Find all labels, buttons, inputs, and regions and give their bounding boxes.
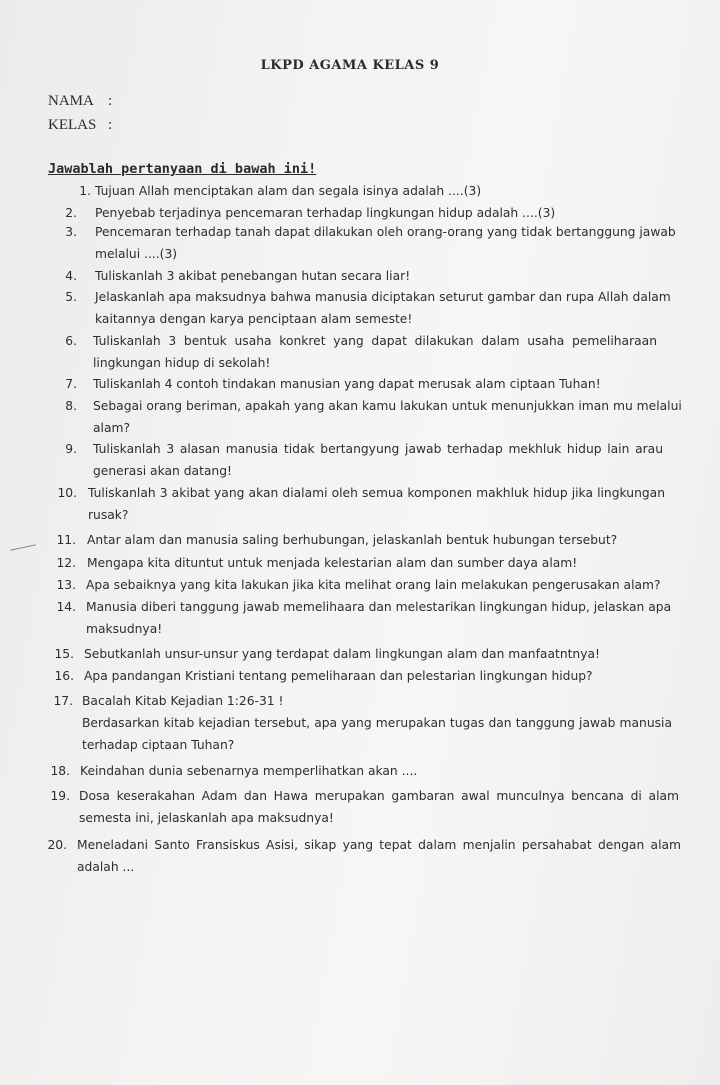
question-line: Tuliskanlah 3 alasan manusia tidak bertangyung jawab terhadap mekhluk hidup lain arau	[93, 442, 663, 456]
question-text	[93, 438, 663, 482]
question-line: Dosa keserakahan Adam dan Hawa merupakan gambaran awal munculnya bencana di alam	[79, 789, 679, 803]
question-text	[84, 643, 600, 665]
question-line: Jelaskanlah apa maksudnya bahwa manusia diciptakan seturut gambar dan rupa Allah dalam	[95, 290, 671, 304]
question-line: semesta ini, jelaskanlah apa maksudnya!	[79, 811, 334, 825]
class-field	[48, 117, 112, 134]
question-line: Manusia diberi tanggung jawab memelihaara dan melestarikan lingkungan hidup, jelaskan apa	[86, 600, 672, 614]
question-line: maksudnya!	[86, 622, 163, 636]
question-text	[93, 395, 682, 439]
class-label: KELAS	[48, 117, 97, 133]
question-line: rusak?	[88, 508, 129, 522]
question-number: 10.	[57, 486, 77, 500]
name-label: NAMA	[48, 93, 94, 109]
question-line: lingkungan hidup di sekolah!	[93, 356, 271, 370]
question-line: Berdasarkan kitab kejadian tersebut, apa yang merupakan tugas dan tanggung jawab manusia	[82, 716, 672, 730]
instruction-heading: Jawablah pertanyaan di bawah ini!	[48, 161, 317, 177]
question-number: 19.	[50, 789, 70, 803]
question-number: 3.	[65, 225, 77, 239]
question-number: 8.	[65, 399, 77, 413]
question-number: 18.	[50, 764, 70, 778]
question-line: alam?	[93, 421, 130, 435]
question-line: Bacalah Kitab Kejadian 1:26-31 !	[82, 694, 284, 708]
question-text	[95, 221, 676, 265]
question-number: 13.	[56, 578, 76, 592]
class-separator: :	[108, 117, 113, 133]
question-line: adalah ...	[77, 860, 135, 874]
question-number: 6.	[65, 334, 77, 348]
question-text	[77, 834, 681, 878]
question-line: terhadap ciptaan Tuhan?	[82, 738, 235, 752]
question-line: Apa sebaiknya yang kita lakukan jika kita melihat orang lain melakukan pengerusakan alam?	[86, 578, 661, 592]
question-number: 20.	[47, 838, 67, 852]
name-separator: :	[108, 93, 113, 109]
question-line: Tujuan Allah menciptakan alam dan segala isinya adalah ....(3)	[95, 184, 482, 198]
question-line: Keindahan dunia sebenarnya memperlihatkan akan ....	[80, 764, 418, 778]
question-line: Penyebab terjadinya pencemaran terhadap lingkungan hidup adalah ....(3)	[95, 206, 556, 220]
question-text	[86, 574, 661, 596]
question-text	[79, 785, 679, 829]
question-number: 5.	[65, 290, 77, 304]
question-text	[88, 482, 665, 526]
question-text	[87, 552, 578, 574]
question-line: Sebagai orang beriman, apakah yang akan kamu lakukan untuk menunjukkan iman mu melalui	[93, 399, 682, 413]
question-line: kaitannya dengan karya penciptaan alam semeste!	[95, 312, 413, 326]
question-number: 4.	[65, 269, 77, 283]
question-number: 11.	[56, 533, 76, 547]
question-number: 12.	[56, 556, 76, 570]
question-text	[95, 265, 411, 287]
question-number: 15.	[54, 647, 74, 661]
question-line: Tuliskanlah 3 akibat yang akan dialami oleh semua komponen makhluk hidup jika lingkungan	[88, 486, 665, 500]
question-line: generasi akan datang!	[93, 464, 232, 478]
question-text	[87, 529, 618, 551]
question-text	[86, 596, 670, 640]
question-line: Apa pandangan Kristiani tentang pemeliharaan dan pelestarian lingkungan hidup?	[84, 669, 593, 683]
question-line: Meneladani Santo Fransiskus Asisi, sikap yang tepat dalam menjalin persahabat dengan alam	[77, 838, 681, 852]
question-line: Tuliskanlah 3 bentuk usaha konkret yang dapat dilakukan dalam usaha pemeliharaan	[93, 334, 657, 348]
question-text	[82, 690, 672, 756]
question-line: Pencemaran terhadap tanah dapat dilakukan oleh orang-orang yang tidak bertanggung jawab	[95, 225, 676, 239]
margin-pen-mark	[10, 544, 36, 550]
question-number: 17.	[53, 694, 73, 708]
question-line: Mengapa kita dituntut untuk menjada kelestarian alam dan sumber daya alam!	[87, 556, 578, 570]
question-number: 16.	[54, 669, 74, 683]
question-text	[95, 180, 482, 202]
question-line: Tuliskanlah 4 contoh tindakan manusian yang dapat merusak alam ciptaan Tuhan!	[93, 377, 601, 391]
question-text	[93, 330, 657, 374]
question-line: Antar alam dan manusia saling berhubungan, jelaskanlah bentuk hubungan tersebut?	[87, 533, 618, 547]
question-line: Tuliskanlah 3 akibat penebangan hutan secara liar!	[95, 269, 411, 283]
question-line: melalui ....(3)	[95, 247, 178, 261]
question-number: 1.	[79, 184, 91, 198]
page-title: LKPD AGAMA KELAS 9	[260, 58, 440, 73]
question-line: Sebutkanlah unsur-unsur yang terdapat dalam lingkungan alam dan manfaatntnya!	[84, 647, 600, 661]
question-text	[80, 760, 420, 782]
question-text	[95, 286, 671, 330]
question-text	[84, 665, 593, 687]
question-number: 14.	[56, 600, 76, 614]
question-text	[93, 373, 611, 395]
question-number: 2.	[65, 206, 77, 220]
question-number: 9.	[65, 442, 77, 456]
name-field	[48, 93, 112, 110]
question-number: 7.	[65, 377, 77, 391]
